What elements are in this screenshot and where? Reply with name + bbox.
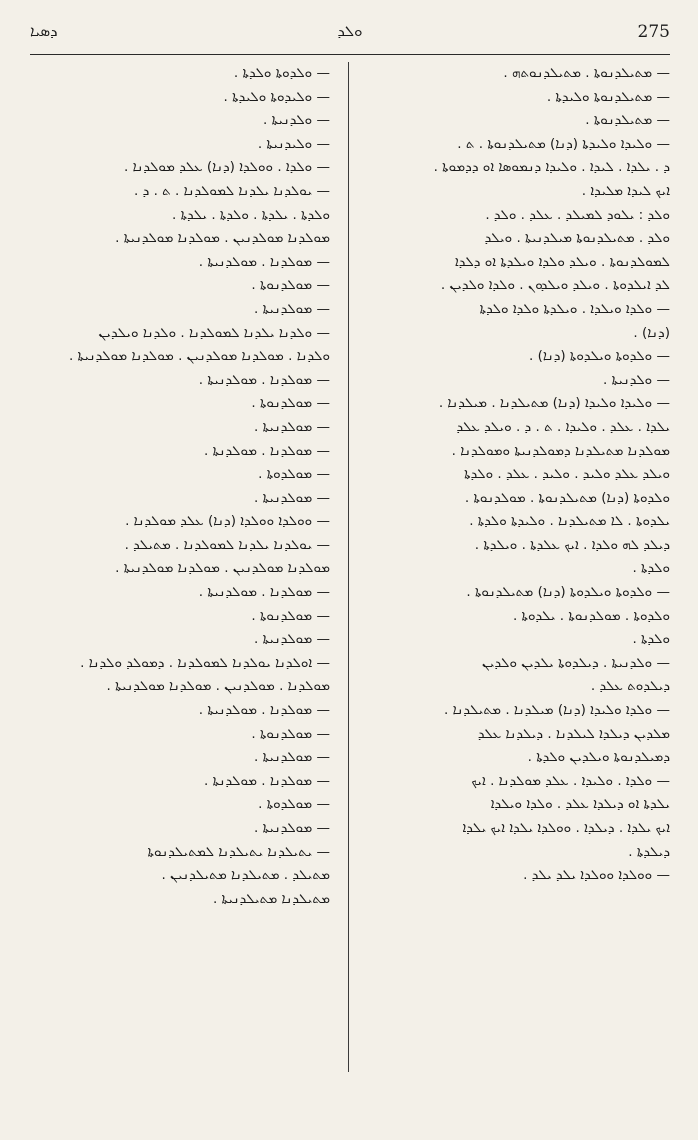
dictionary-line: ܘܠܕ : ܝܠܘܕ ܠܡܝܠܕ . ܥܠܕ . ܘܠܕ . xyxy=(485,206,670,223)
dictionary-line: — ܡܬܝܠܕܢܘܬܐ ܘܠܝܕܬܐ . xyxy=(546,88,670,105)
column-right xyxy=(370,62,670,888)
dictionary-line: — ܘܠܕܐ ܘܠܝܕܐ (ܕܢܐ) ܡܝܠܕܢܐ . ܡܬܝܠܕܢܐ . xyxy=(444,702,670,719)
dictionary-line: ܕܡܝܠܕܢܘܬܐ ܘܝܠܕܝܢ ܘܠܕܬܐ . xyxy=(527,749,670,766)
page-header xyxy=(30,22,670,56)
dictionary-line: — ܝܘܠܕܢܐ ܝܠܕܢܐ ܠܡܘܠܕܢܐ . ܬ . ܕ . xyxy=(134,182,330,199)
dictionary-line: — ܘܠܕܐ ܘܝܠܕܐ . ܘܝܠܕܬܐ ܘܠܕܐ ܘܠܕܬܐ xyxy=(479,300,670,317)
dictionary-line: — ܡܘܠܕܢܝܬܐ . xyxy=(254,631,330,648)
running-head-center: ܘܠܕ xyxy=(337,22,363,40)
dictionary-line: — ܡܘܠܕܢܝܬܐ . xyxy=(254,300,330,317)
dictionary-line: ܡܠܕܝܢ ܕܝܠܕܐ ܠܝܠܕܢܐ . ܕܝܠܕܢܐ ܥܠܕ xyxy=(477,725,670,742)
dictionary-line: ܐܝܟ ܝܠܕܐ . ܕܝܠܕܐ . ܘܘܠܕܐ ܝܠܕܐ ܐܝܟ ܝܠܕܐ xyxy=(462,820,670,836)
page-number: 275 xyxy=(637,22,670,42)
dictionary-line: — ܘܠܕܢܝܬܐ . xyxy=(263,112,330,129)
dictionary-line: — ܘܠܕܐ . ܘܘܠܕܐ (ܕܢܐ) ܥܠܕ ܡܘܠܕܢܐ . xyxy=(124,159,330,176)
dictionary-line: ܝܠܕܐ . ܥܠܕ . ܘܠܝܕܐ . ܬ . ܕ . ܘܝܠܕ ܥܠܕ xyxy=(456,418,670,435)
dictionary-line: — ܡܘܠܕܢܘܬܐ . xyxy=(251,277,330,294)
dictionary-line: ܡܘܠܕܢܐ ܡܬܝܠܕܢܐ ܕܡܘܠܕܢܝܬܐ ܘܡܘܠܕܢܐ . xyxy=(451,442,670,459)
dictionary-line: ܡܬܝܠܕ . ܡܬܝܠܕܢܐ ܡܬܝܠܕܢܝܢ . xyxy=(161,867,330,884)
column-divider xyxy=(348,62,349,1072)
dictionary-line: ܘܠܕܢܐ . ܡܘܠܕܢܐ ܡܘܠܕܢܝܢ . ܡܘܠܕܢܐ ܡܘܠܕܢܝܬܐ . xyxy=(68,348,330,365)
dictionary-line: — ܘܠܕܢܝܬܐ . ܕܝܠܕܘܬܐ ܝܠܕܝܢ ܘܠܕܝܢ xyxy=(482,654,670,671)
dictionary-line: — ܘܠܕܢܐ ܝܠܕܢܐ ܠܡܘܠܕܢܐ . ܘܠܕܢܐ ܘܝܠܕܝܢ xyxy=(98,324,330,341)
dictionary-line: — ܡܘܠܕܢܘܬܐ . xyxy=(251,395,330,412)
dictionary-line: — ܘܠܕܢܝܬܐ . xyxy=(603,371,670,388)
dictionary-line: ܝܠܕܘܬܐ . ܠܐ ܡܬܝܠܕܢܐ . ܘܠܝܕܬܐ ܘܠܕܬܐ . xyxy=(469,513,670,530)
dictionary-line: — ܘܠܕܐ . ܘܠܝܕܐ . ܥܠܕ ܡܘܠܕܢܐ . ܐܝܟ xyxy=(471,772,670,789)
dictionary-line: — ܡܬܝܠܕܢܘܬܐ . ܡܬܝܠܕܢܘܬܗ . xyxy=(503,65,670,81)
dictionary-line: ܠܡܘܠܕܢܘܬܐ . ܘܝܠܕ ܘܠܕܐ ܘܝܠܕܬܐ ܐܘ ܕܠܕܐ xyxy=(455,253,670,270)
dictionary-line: ܕܝܠܕܘܬ ܥܠܕ . xyxy=(590,678,670,695)
dictionary-line: ܠܕ ܐܝܠܕܘܬܐ . ܘܝܠܕ ܘܝܠܕܘܢ . ܘܠܕܐ ܘܠܕܝܢ . xyxy=(440,277,670,294)
dictionary-line: — ܡܘܠܕܢܐ . ܡܘܠܕܢܝܬܐ . xyxy=(198,584,330,601)
dictionary-line: ܘܝܠܕ ܥܠܕ ܘܠܝܕ . ܘܠܝܕ . ܥܠܕ . ܘܠܕܬܐ xyxy=(464,466,670,483)
dictionary-line: ܘܠܕܘܬܐ (ܕܢܐ) ܡܬܝܠܕܢܘܬܐ . ܡܘܠܕܢܘܬܐ . xyxy=(464,489,670,506)
dictionary-line: ܕܝܠܕ ܠܗ ܘܠܕܐ . ܐܝܟ ܥܠܕܬܐ . ܘܝܠܕܬܐ . xyxy=(474,536,670,553)
header-rule xyxy=(30,54,670,55)
dictionary-line: — ܡܘܠܕܢܘܬܐ . xyxy=(251,725,330,742)
dictionary-line: — ܡܘܠܕܢܘܬܐ . xyxy=(251,607,330,624)
dictionary-line: — ܘܠܝܕܐ ܘܠܝܕܬܐ (ܕܢܐ) ܡܬܝܠܕܢܘܬܐ . ܬ . xyxy=(457,135,670,152)
dictionary-line: ܘܠܕܬܐ . ܝܠܕܬܐ . ܘܠܕܬܐ . ܝܠܕܬܐ . xyxy=(172,206,330,223)
dictionary-line: — ܘܠܝܕܐ ܘܠܝܕܐ (ܕܢܐ) ܡܬܝܠܕܢܐ . ܡܝܠܕܢܐ . xyxy=(438,395,670,412)
dictionary-line: — ܡܘܠܕܢܐ . ܡܘܠܕܢܬܐ . xyxy=(203,772,330,789)
dictionary-line: — ܘܠܕܘܬܐ ܘܝܠܕܘܬܐ (ܕܢܐ) . xyxy=(529,348,670,365)
dictionary-line: ܕܝܠܕܬܐ . xyxy=(628,843,670,860)
dictionary-line: — ܘܠܕܘܬܐ ܘܠܕܬܐ . xyxy=(233,65,330,81)
dictionary-line: (ܕܢܐ) . xyxy=(633,324,670,341)
dictionary-line: — ܘܘܠܕܐ ܘܘܠܕܐ (ܕܢܐ) ܥܠܕ ܡܘܠܕܢܐ . xyxy=(125,513,330,530)
dictionary-line: — ܘܠܝܕܢܝܬܐ . xyxy=(257,135,330,152)
dictionary-line: ܘܠܕ . ܡܬܝܠܕܢܘܬܐ ܡܝܠܕܢܝܬܐ . ܘܝܠܕ xyxy=(484,230,670,247)
dictionary-line: — ܝܬܝܠܕܢܐ ܝܬܝܠܕܢܐ ܠܡܬܝܠܕܢܘܬܐ xyxy=(147,843,330,860)
dictionary-line: — ܡܘܠܕܢܐ . ܡܘܠܕܢܬܐ . xyxy=(203,442,330,459)
dictionary-line: — ܡܘܠܕܢܝܬܐ . xyxy=(254,820,330,836)
dictionary-line: — ܡܘܠܕܘܬܐ . xyxy=(258,466,330,483)
dictionary-line: — ܐܘܠܕܢܐ ܝܘܠܕܢܐ ܠܡܘܠܕܢܐ . ܕܡܘܠܕ ܘܠܕܢܐ . xyxy=(80,654,330,671)
dictionary-line: — ܡܬܝܠܕܢܘܬܐ . xyxy=(585,112,670,129)
dictionary-line: — ܡܘܠܕܢܝܬܐ . xyxy=(254,489,330,506)
dictionary-line: ܘܠܕܬܐ . xyxy=(632,560,670,577)
dictionary-line: — ܡܘܠܕܢܐ . ܡܘܠܕܢܝܬܐ . xyxy=(198,253,330,270)
dictionary-line: ܐܝܟ ܠܝܕܐ ܡܠܝܕܐ . xyxy=(581,182,670,199)
dictionary-line: — ܘܘܠܕܐ ܘܘܠܕܐ ܝܠܕ ܝܠܕ . xyxy=(523,867,670,884)
dictionary-line: ܘܠܕܘܬܐ . ܡܘܠܕܢܘܬܐ . ܝܠܕܘܬܐ . xyxy=(512,607,670,624)
dictionary-line: ܡܘܠܕܢܐ . ܡܘܠܕܢܝܢ . ܡܘܠܕܢܐ ܡܘܠܕܢܝܬܐ . xyxy=(106,678,330,695)
dictionary-line: ܡܬܝܠܕܢܐ ܡܬܝܠܕܢܝܬܐ . xyxy=(212,890,330,907)
dictionary-line: — ܡܘܠܕܢܐ . ܡܘܠܕܢܝܬܐ . xyxy=(198,702,330,719)
dictionary-line: ܡܘܠܕܢܐ ܡܘܠܕܢܝܢ . ܡܘܠܕܢܐ ܡܘܠܕܢܝܬܐ . xyxy=(115,230,330,247)
dictionary-line: — ܘܠܕܘܬܐ ܘܝܠܕܘܬܐ (ܕܢܐ) ܡܬܝܠܕܢܘܬܐ . xyxy=(466,584,670,601)
dictionary-line: ܕ . ܝܠܕܐ . ܠܝܕܐ . ܘܠܝܕܐ ܕܢܡܘܣܐ ܐܘ ܕܕܡܘܬܐ . xyxy=(433,159,670,176)
dictionary-line: — ܝܘܠܕܢܐ ܝܠܕܢܐ ܠܡܘܠܕܢܐ . ܡܬܝܠܕ . xyxy=(124,536,330,553)
running-head-outer: ܕܣܝܐ xyxy=(30,22,58,40)
dictionary-line: ܘܠܕܬܐ . xyxy=(632,631,670,648)
dictionary-line: — ܡܘܠܕܢܝܬܐ . xyxy=(254,749,330,766)
dictionary-line: — ܡܘܠܕܢܐ . ܡܘܠܕܢܝܬܐ . xyxy=(198,371,330,388)
dictionary-line: ܝܠܕܬܐ ܐܘ ܕܝܠܕܐ ܥܠܕ . ܘܠܕܐ ܘܝܠܕܐ xyxy=(490,796,670,813)
dictionary-line: ܡܘܠܕܢܐ ܡܘܠܕܢܝܢ . ܡܘܠܕܢܐ ܡܘܠܕܢܝܬܐ . xyxy=(115,560,330,577)
dictionary-line: — ܡܘܠܕܘܬܐ . xyxy=(258,796,330,813)
column-left xyxy=(30,62,330,911)
dictionary-line: — ܘܠܝܕܘܬܐ ܘܠܝܕܬܐ . xyxy=(223,88,330,105)
dictionary-line: — ܡܘܠܕܢܝܬܐ . xyxy=(254,418,330,435)
